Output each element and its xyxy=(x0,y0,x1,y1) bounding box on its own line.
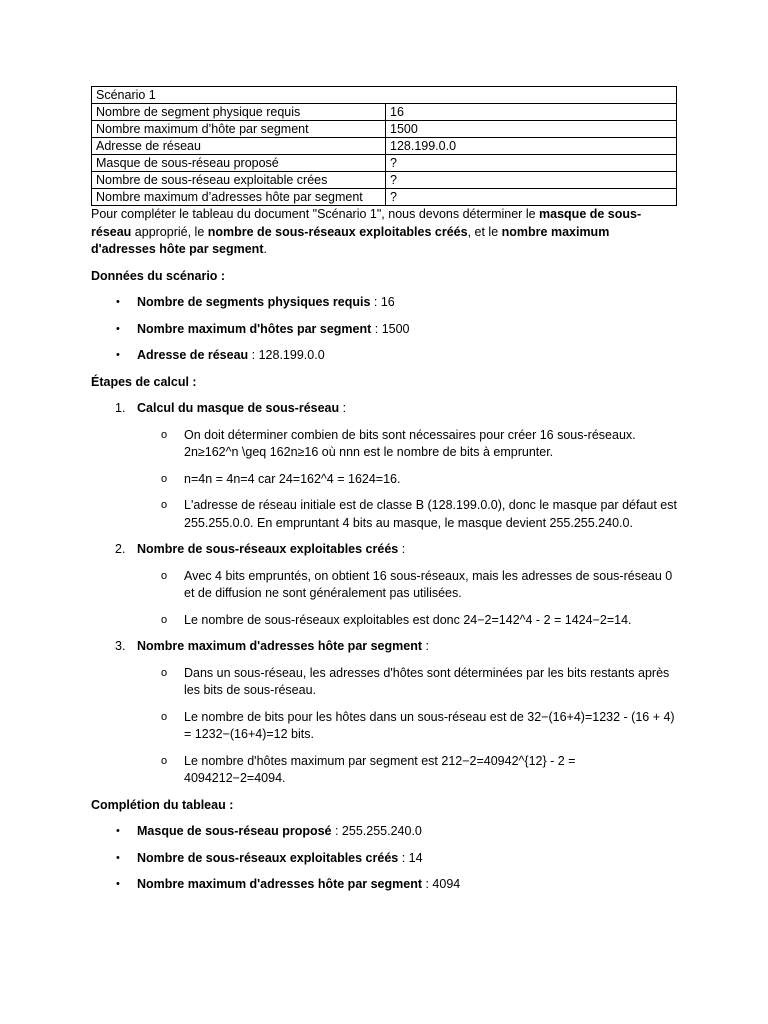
item-value: : 4094 xyxy=(422,877,461,891)
circle-bullet-icon: o xyxy=(161,710,168,723)
intro-text: , et le xyxy=(467,224,502,239)
sub-item xyxy=(91,497,677,532)
circle-bullet-icon: o xyxy=(161,754,168,767)
table-cell-value: ? xyxy=(386,172,677,189)
bullet-icon: • xyxy=(116,322,120,335)
table-cell-label: Nombre maximum d’hôte par segment xyxy=(92,121,386,138)
donnees-list xyxy=(91,294,677,365)
intro-bold: masque de sous-réseau xyxy=(91,207,642,239)
bullet-icon: • xyxy=(116,296,120,308)
sub-list xyxy=(91,427,677,533)
item-value: : 16 xyxy=(370,295,395,309)
bullet-icon: • xyxy=(116,825,120,837)
table-row xyxy=(92,121,677,138)
table-title-row xyxy=(92,87,677,104)
item-label: Masque de sous-réseau proposé xyxy=(137,824,332,838)
item-value: : 128.199.0.0 xyxy=(248,348,325,362)
sub-item xyxy=(91,753,677,788)
etapes-list xyxy=(91,400,677,788)
list-item xyxy=(91,294,677,312)
sub-item xyxy=(91,427,677,462)
table-row xyxy=(92,172,677,189)
table-row xyxy=(92,138,677,155)
sub-item xyxy=(91,665,677,700)
circle-bullet-icon: o xyxy=(161,569,168,582)
step-title: Nombre maximum d'adresses hôte par segment xyxy=(137,639,423,653)
circle-bullet-icon: o xyxy=(161,499,168,511)
intro-text: . xyxy=(263,242,267,256)
list-item xyxy=(91,347,677,365)
step-item xyxy=(91,400,677,532)
table-cell-value: ? xyxy=(386,189,677,206)
item-value: : 14 xyxy=(398,850,423,865)
sub-item xyxy=(91,471,677,489)
item-value: : 1500 xyxy=(371,321,410,336)
section-heading: Étapes de calcul : xyxy=(91,374,197,389)
table-row xyxy=(92,189,677,206)
sub-item-text: Avec 4 bits empruntés, on obtient 16 sous-réseaux, mais les adresses de sous-réseau 0 et de diffusion ne sont généralement pas utilisées. xyxy=(184,568,673,600)
intro-text: Pour compléter le tableau du document "Scénario 1", nous devons déterminer le xyxy=(91,207,540,221)
table-cell-label: Adresse de réseau xyxy=(92,138,386,155)
item-value: : 255.255.240.0 xyxy=(331,824,422,838)
sub-item-text: Le nombre d'hôtes maximum par segment est 212−2=40942^{12} - 2 = 4094212−2=4094. xyxy=(184,753,576,785)
item-label: Nombre maximum d'hôtes par segment xyxy=(137,321,372,336)
circle-bullet-icon: o xyxy=(161,613,168,626)
document-page xyxy=(91,86,677,903)
circle-bullet-icon: o xyxy=(161,428,168,441)
step-title: Nombre de sous-réseaux exploitables créés xyxy=(137,542,399,556)
table-cell-label: Masque de sous-réseau proposé xyxy=(92,155,386,172)
list-item xyxy=(91,876,677,894)
completion-list xyxy=(91,823,677,894)
bullet-icon: • xyxy=(116,878,120,890)
list-item xyxy=(91,850,677,868)
sub-item-text: n=4n = 4n=4 car 24=162^4 = 1624=16. xyxy=(184,471,401,486)
sub-item-text: Dans un sous-réseau, les adresses d'hôtes sont déterminées par les bits restants après les bits de sous-réseau. xyxy=(184,665,670,697)
step-title: Calcul du masque de sous-réseau xyxy=(137,401,340,415)
sub-item xyxy=(91,568,677,603)
sub-list xyxy=(91,568,677,630)
sub-item-text: Le nombre de sous-réseaux exploitables est donc 24−2=142^4 - 2 = 1424−2=14. xyxy=(184,612,632,627)
step-item xyxy=(91,638,677,788)
sub-item xyxy=(91,612,677,630)
intro-bold: nombre de sous-réseaux exploitables créés xyxy=(207,224,468,239)
table-cell-label: Nombre de segment physique requis xyxy=(92,104,386,121)
bullet-icon: • xyxy=(116,349,120,361)
step-colon: : xyxy=(339,401,347,415)
step-colon: : xyxy=(398,542,406,556)
item-label: Nombre de sous-réseaux exploitables créés xyxy=(137,850,399,865)
table-row xyxy=(92,155,677,172)
table-cell-label: Nombre de sous-réseau exploitable crées xyxy=(92,172,386,189)
intro-text: approprié, le xyxy=(131,224,208,239)
sub-item-text: On doit déterminer combien de bits sont nécessaires pour créer 16 sous-réseaux. 2n≥162^n \geq 162n≥16 où nnn est le nombre de bits à emprunter. xyxy=(184,427,636,459)
table-title: Scénario 1 xyxy=(92,87,677,104)
circle-bullet-icon: o xyxy=(161,666,168,679)
sub-item xyxy=(91,709,677,744)
step-number: 2. xyxy=(115,542,126,556)
item-label: Nombre de segments physiques requis xyxy=(137,295,371,309)
step-number: 1. xyxy=(115,401,126,415)
list-item xyxy=(91,823,677,841)
table-cell-value: ? xyxy=(386,155,677,172)
step-colon: : xyxy=(422,639,429,653)
table-cell-value: 128.199.0.0 xyxy=(386,138,677,155)
item-label: Nombre maximum d'adresses hôte par segment xyxy=(137,877,423,891)
sub-item-text: Le nombre de bits pour les hôtes dans un sous-réseau est de 32−(16+4)=1232 - (16 + 4) = 1232−(16+4)=12 bits. xyxy=(184,709,675,741)
step-number: 3. xyxy=(115,639,126,653)
sub-item-text: L'adresse de réseau initiale est de classe B (128.199.0.0), donc le masque par défaut est 255.255.0.0. En empruntant 4 bits au masque, le masque devient 255.255.240.0. xyxy=(184,498,677,530)
section-heading: Complétion du tableau : xyxy=(91,797,234,812)
item-label: Adresse de réseau xyxy=(137,348,249,362)
circle-bullet-icon: o xyxy=(161,472,168,485)
table-cell-label: Nombre maximum d’adresses hôte par segment xyxy=(92,189,386,206)
scenario-table xyxy=(91,86,677,206)
intro-bold: nombre maximum d'adresses hôte par segment xyxy=(91,224,610,256)
intro-paragraph xyxy=(91,206,677,259)
sub-list xyxy=(91,665,677,788)
table-cell-value: 1500 xyxy=(386,121,677,138)
list-item xyxy=(91,321,677,339)
table-cell-value: 16 xyxy=(386,104,677,121)
section-heading: Données du scénario : xyxy=(91,268,226,283)
step-item xyxy=(91,541,677,629)
table-row xyxy=(92,104,677,121)
bullet-icon: • xyxy=(116,851,120,864)
